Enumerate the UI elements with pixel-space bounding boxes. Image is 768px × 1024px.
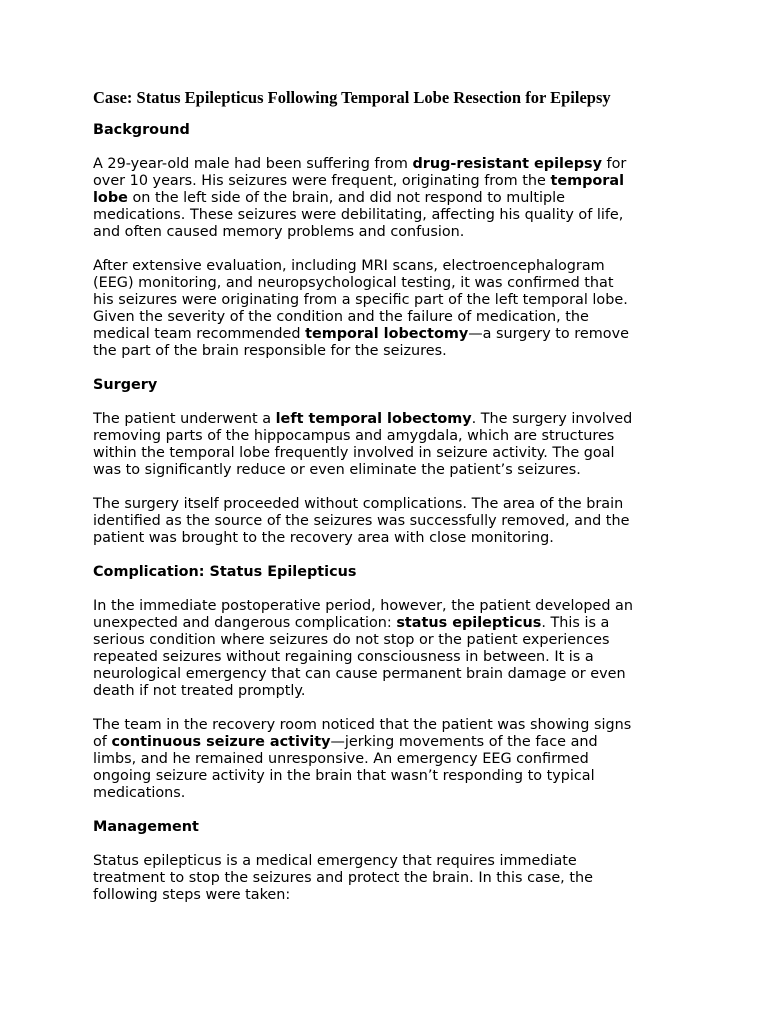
text-line: medications. These seizures were debilitating, affecting his quality of life, [93,207,624,223]
text-line: patient was brought to the recovery area with close monitoring. [93,530,554,546]
text-line: neurological emergency that can cause permanent brain damage or even [93,666,626,682]
text-line: After extensive evaluation, including MRI scans, electroencephalogram [93,258,605,274]
text-line: The team in the recovery room noticed that the patient was showing signs [93,717,632,733]
bold-term-continuous-seizure-activity: continuous seizure activity [111,734,331,750]
text-line: Status epilepticus is a medical emergency that requires immediate [93,853,577,869]
section-heading-management: Management [93,819,199,835]
text-line [93,615,693,632]
bold-term-temporal: temporal [550,173,625,189]
text-run: —jerking movements of the face and [330,734,598,750]
text-line: was to significantly reduce or even eliminate the patient’s seizures. [93,462,581,478]
text-line: treatment to stop the seizures and protect the brain. In this case, the [93,870,593,886]
text-run: on the left side of the brain, and did not respond to multiple [127,190,566,206]
text-line: serious condition where seizures do not stop or the patient experiences [93,632,610,648]
text-run: unexpected and dangerous complication: [93,615,397,631]
document-title: Case: Status Epilepticus Following Temporal Lobe Resection for Epilepsy [93,88,611,107]
text-run: A 29-year-old male had been suffering from [93,156,413,172]
text-run: . The surgery involved [471,411,633,427]
text-run: of [93,734,112,750]
text-line [93,190,693,207]
management-paragraph-1 [93,853,693,904]
text-line: medications. [93,785,186,801]
text-line [93,326,693,343]
bold-term-lobe: lobe [93,190,128,206]
text-line: removing parts of the hippocampus and amygdala, which are structures [93,428,615,444]
text-line: following steps were taken: [93,887,291,903]
complication-paragraph-1 [93,598,693,700]
text-line: In the immediate postoperative period, however, the patient developed an [93,598,633,614]
section-heading-complication: Complication: Status Epilepticus [93,564,357,580]
text-line: and often caused memory problems and confusion. [93,224,465,240]
section-heading-background: Background [93,122,190,138]
section-heading-surgery: Surgery [93,377,158,393]
text-line: ongoing seizure activity in the brain that wasn’t responding to typical [93,768,595,784]
text-run: —a surgery to remove [468,326,629,342]
bold-term-temporal-lobectomy: temporal lobectomy [305,326,469,342]
background-paragraph-1 [93,156,693,241]
text-line [93,411,693,428]
bold-term-left-temporal-lobectomy: left temporal lobectomy [275,411,472,427]
bold-term-status-epilepticus: status epilepticus [396,615,542,631]
text-run: over 10 years. His seizures were frequent, originating from the [93,173,551,189]
complication-paragraph-2 [93,717,693,802]
surgery-paragraph-1 [93,411,693,479]
text-run: The patient underwent a [93,411,276,427]
text-line [93,173,693,190]
text-line: limbs, and he remained unresponsive. An emergency EEG confirmed [93,751,589,767]
text-line: (EEG) monitoring, and neuropsychological testing, it was confirmed that [93,275,614,291]
surgery-paragraph-2 [93,496,693,547]
text-run: medical team recommended [93,326,306,342]
text-line: repeated seizures without regaining consciousness in between. It is a [93,649,594,665]
text-run: for [601,156,627,172]
text-line [93,156,693,173]
text-line: Given the severity of the condition and the failure of medication, the [93,309,589,325]
text-line: within the temporal lobe frequently involved in seizure activity. The goal [93,445,615,461]
bold-term-drug-resistant-epilepsy: drug-resistant epilepsy [412,156,602,172]
text-line: the part of the brain responsible for the seizures. [93,343,447,359]
text-run: . This is a [541,615,610,631]
background-paragraph-2 [93,258,693,360]
document-page [93,88,693,921]
text-line: identified as the source of the seizures was successfully removed, and the [93,513,630,529]
text-line: his seizures were originating from a specific part of the left temporal lobe. [93,292,628,308]
text-line: death if not treated promptly. [93,683,306,699]
text-line: The surgery itself proceeded without complications. The area of the brain [93,496,624,512]
text-line [93,734,693,751]
